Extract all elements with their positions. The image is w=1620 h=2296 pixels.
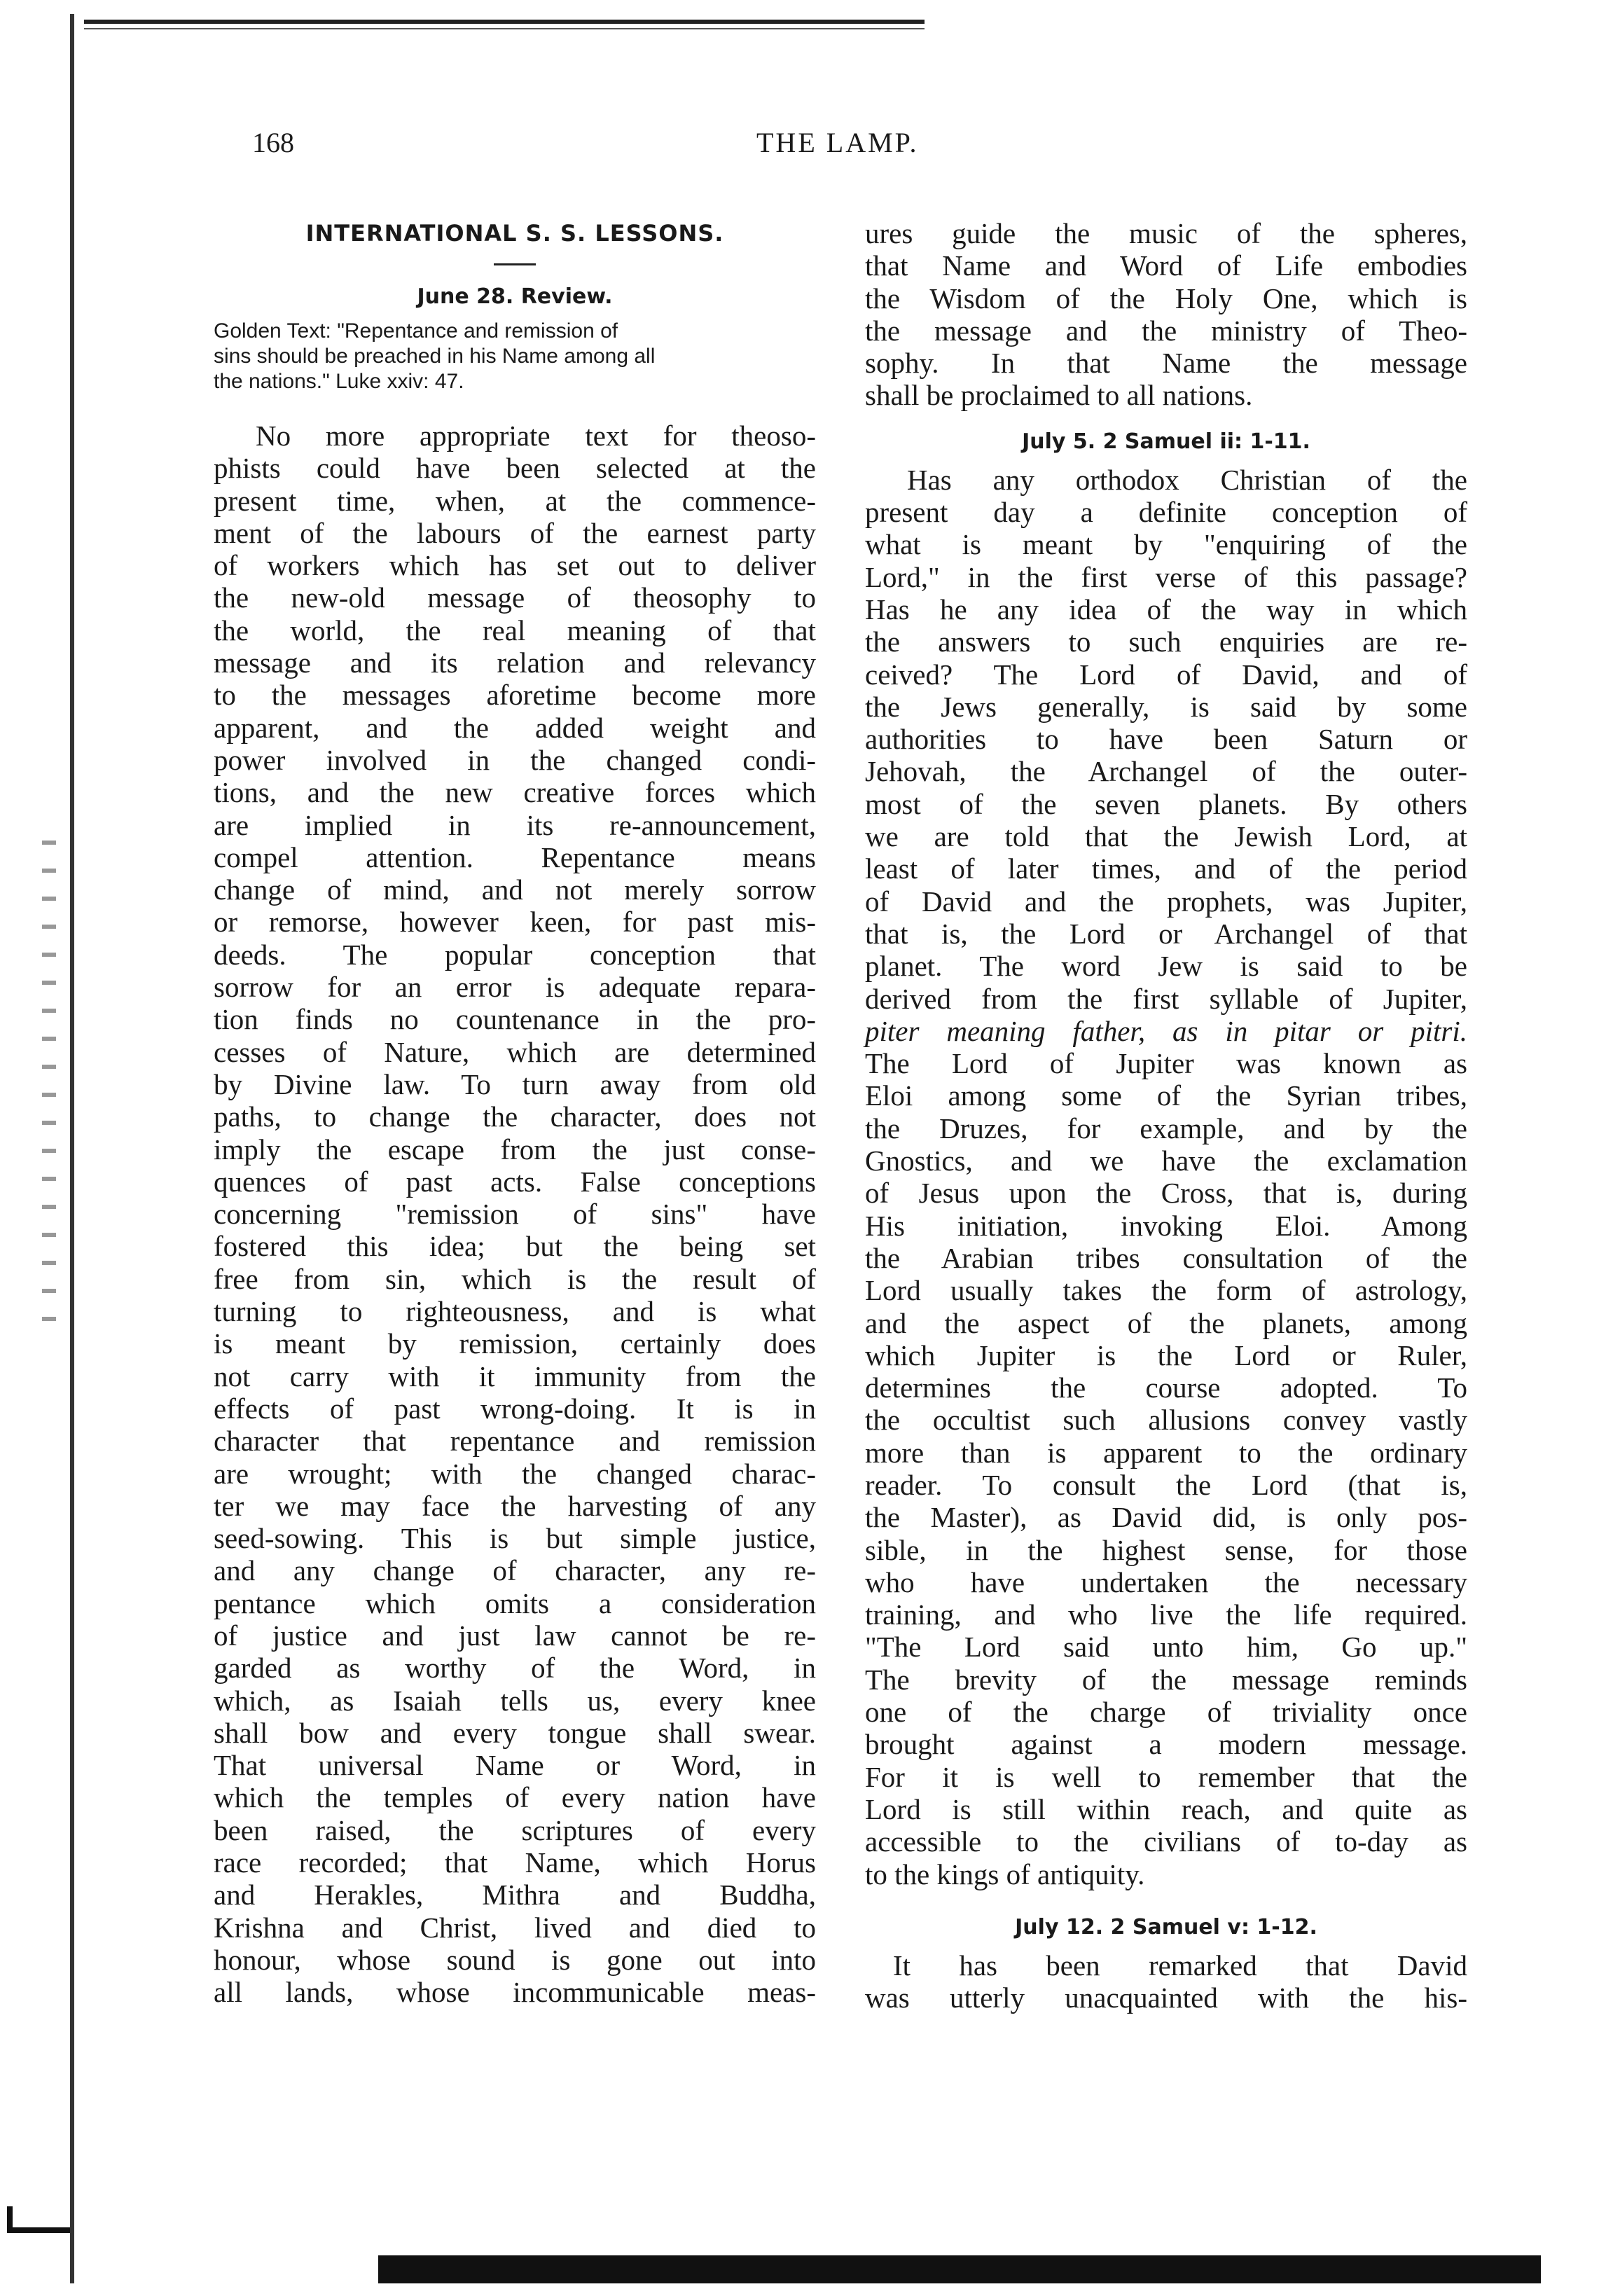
text-line: ures guide the music of the spheres, (865, 217, 1467, 249)
text-line: It has been remarked that David (893, 1949, 1467, 1982)
left-page-edge (70, 14, 74, 2283)
text-line: message and its relation and relevancy (214, 646, 816, 679)
text-line: what is meant by "enquiring of the (865, 528, 1467, 561)
text-line: which Jupiter is the Lord or Ruler, (865, 1339, 1467, 1371)
left-column (214, 217, 816, 2009)
text-line: present day a definite conception of (865, 496, 1467, 529)
text-line: Eloi among some of the Syrian tribes, (865, 1079, 1467, 1112)
text-line: training, and who live the life required. (865, 1598, 1467, 1631)
bottom-corner-mark-horizontal (7, 2227, 70, 2233)
text-line: the Master), as David did, is only pos- (865, 1501, 1467, 1534)
text-line: all lands, whose incommunicable meas- (214, 1976, 816, 2009)
text-line: of David and the prophets, was Jupiter, (865, 885, 1467, 918)
text-line: quences of past acts. False conceptions (214, 1165, 816, 1198)
text-line: the Arabian tribes consultation of the (865, 1241, 1467, 1274)
text-line: who have undertaken the necessary (865, 1565, 1467, 1598)
text-line: authorities to have been Saturn or (865, 723, 1467, 756)
text-line: honour, whose sound is gone out into (214, 1943, 816, 1976)
golden-text (214, 319, 816, 394)
text-line: to the messages aforetime become more (214, 679, 816, 712)
top-border-rule (84, 20, 925, 24)
text-line: effects of past wrong-doing. It is in (214, 1392, 816, 1425)
text-line: Lord is still within reach, and quite as (865, 1792, 1467, 1825)
text-line: Lord," in the first verse of this passage? (865, 560, 1467, 593)
lesson-paragraph (865, 464, 1467, 1890)
text-line: ceived? The Lord of David, and of (865, 658, 1467, 691)
text-line: most of the seven planets. By others (865, 787, 1467, 820)
text-line: brought against a modern message. (865, 1728, 1467, 1761)
text-line: Has any orthodox Christian of the (907, 463, 1467, 496)
text-line: imply the escape from the just conse- (214, 1133, 816, 1166)
text-line: present time, when, at the commence- (214, 484, 816, 517)
text-line: the Wisdom of the Holy One, which is (865, 282, 1467, 314)
text-line: Has he any idea of the way in which (865, 593, 1467, 625)
text-line: fostered this idea; but the being set (214, 1230, 816, 1263)
text-line: of justice and just law cannot be re- (214, 1619, 816, 1652)
text-line: power involved in the changed condi- (214, 743, 816, 776)
text-line: ment of the labours of the earnest party (214, 516, 816, 549)
text-line: are implied in its re-announcement, (214, 808, 816, 841)
text-line: turning to righteousness, and is what (214, 1295, 816, 1328)
text-line: accessible to the civilians of to-day as (865, 1825, 1467, 1858)
lesson-heading: July 12. 2 Samuel v: 1-12. (1015, 1914, 1317, 1939)
text-line: compel attention. Repentance means (214, 841, 816, 873)
text-line: The brevity of the message reminds (865, 1663, 1467, 1696)
bottom-border-rule (378, 2255, 1541, 2283)
lesson-heading: June 28. Review. (417, 284, 613, 309)
text-line: No more appropriate text for theoso- (256, 420, 816, 452)
review-paragraph (214, 420, 816, 2009)
text-line: The Lord of Jupiter was known as (865, 1047, 1467, 1080)
title-dash (494, 263, 536, 265)
text-line: race recorded; that Name, which Horus (214, 1846, 816, 1879)
text-line: that Name and Word of Life embodies (865, 249, 1467, 282)
margin-marks (42, 841, 56, 1331)
continued-paragraph (865, 217, 1467, 412)
text-line: His initiation, invoking Eloi. Among (865, 1209, 1467, 1242)
text-line: the message and the ministry of Theo- (865, 314, 1467, 347)
text-line: sorrow for an error is adequate repara- (214, 971, 816, 1004)
text-line: the answers to such enquiries are re- (865, 625, 1467, 658)
text-line: sophy. In that Name the message (865, 347, 1467, 380)
golden-text-line: sins should be preached in his Name among all (214, 345, 656, 368)
golden-text-line: Golden Text: "Repentance and remission of (214, 319, 618, 343)
text-line: Lord usually takes the form of astrology, (865, 1274, 1467, 1307)
text-line: Krishna and Christ, lived and died to (214, 1911, 816, 1944)
text-line: sible, in the highest sense, for those (865, 1533, 1467, 1566)
text-line: or remorse, however keen, for past mis- (214, 906, 816, 939)
text-line: change of mind, and not merely sorrow (214, 873, 816, 906)
section-title: INTERNATIONAL S. S. LESSONS. (305, 220, 724, 247)
text-line: was utterly unacquainted with the his- (865, 1982, 1467, 2014)
text-line: apparent, and the added weight and (214, 711, 816, 744)
text-line: to the kings of antiquity. (865, 1858, 1145, 1890)
text-line: cesses of Nature, which are determined (214, 1035, 816, 1068)
text-line: one of the charge of triviality once (865, 1696, 1467, 1729)
text-line: character that repentance and remission (214, 1425, 816, 1458)
text-line: Jehovah, the Archangel of the outer- (865, 755, 1467, 788)
text-line: and any change of character, any re- (214, 1554, 816, 1587)
text-line: free from sin, which is the result of (214, 1262, 816, 1295)
top-border-rule-thin (84, 28, 925, 29)
text-line: "The Lord said unto him, Go up." (865, 1631, 1467, 1664)
text-line: by Divine law. To turn away from old (214, 1067, 816, 1100)
golden-text-line: the nations." Luke xxiv: 47. (214, 370, 464, 393)
text-line: the Druzes, for example, and by the (865, 1112, 1467, 1144)
text-line: tions, and the new creative forces which (214, 776, 816, 809)
text-line: which the temples of every nation have (214, 1781, 816, 1814)
text-line: seed-sowing. This is but simple justice, (214, 1522, 816, 1555)
text-line: the Jews generally, is said by some (865, 690, 1467, 723)
text-line: determines the course adopted. To (865, 1371, 1467, 1404)
text-line: the world, the real meaning of that (214, 614, 816, 646)
text-line: is meant by remission, certainly does (214, 1327, 816, 1360)
text-line: paths, to change the character, does not (214, 1100, 816, 1133)
running-head: THE LAMP. (756, 127, 919, 158)
text-line: least of later times, and of the period (865, 852, 1467, 885)
text-line: that is, the Lord or Archangel of that (865, 917, 1467, 950)
text-line: we are told that the Jewish Lord, at (865, 820, 1467, 853)
text-line: concerning "remission of sins" have (214, 1198, 816, 1231)
text-line: planet. The word Jew is said to be (865, 950, 1467, 983)
text-line: and the aspect of the planets, among (865, 1306, 1467, 1339)
text-line: are wrought; with the changed charac- (214, 1457, 816, 1490)
text-line: piter meaning father, as in pitar or pitri. (865, 1014, 1467, 1047)
text-line: reader. To consult the Lord (that is, (865, 1468, 1467, 1501)
text-line: of workers which has set out to deliver (214, 549, 816, 582)
lesson-paragraph (865, 1949, 1467, 2014)
text-line: shall be proclaimed to all nations. (865, 379, 1253, 412)
text-line: shall bow and every tongue shall swear. (214, 1716, 816, 1749)
text-line: deeds. The popular conception that (214, 938, 816, 971)
page-number: 168 (252, 127, 294, 158)
text-line: Gnostics, and we have the exclamation (865, 1144, 1467, 1177)
text-line: not carry with it immunity from the (214, 1360, 816, 1392)
text-line: pentance which omits a consideration (214, 1586, 816, 1619)
text-line: garded as worthy of the Word, in (214, 1652, 816, 1685)
lesson-heading: July 5. 2 Samuel ii: 1-11. (1022, 429, 1310, 454)
text-line: the occultist such allusions convey vastly (865, 1404, 1467, 1437)
text-line: phists could have been selected at the (214, 452, 816, 485)
text-line: derived from the first syllable of Jupiter, (865, 982, 1467, 1015)
text-line: been raised, the scriptures of every (214, 1813, 816, 1846)
text-line: of Jesus upon the Cross, that is, during (865, 1177, 1467, 1210)
text-line: more than is apparent to the ordinary (865, 1436, 1467, 1469)
text-line: That universal Name or Word, in (214, 1749, 816, 1782)
right-column (865, 217, 1467, 2014)
text-line: and Herakles, Mithra and Buddha, (214, 1879, 816, 1911)
text-line: ter we may face the harvesting of any (214, 1489, 816, 1522)
text-line: For it is well to remember that the (865, 1760, 1467, 1793)
text-line: the new-old message of theosophy to (214, 581, 816, 614)
text-line: which, as Isaiah tells us, every knee (214, 1684, 816, 1717)
text-line: tion finds no countenance in the pro- (214, 1003, 816, 1036)
